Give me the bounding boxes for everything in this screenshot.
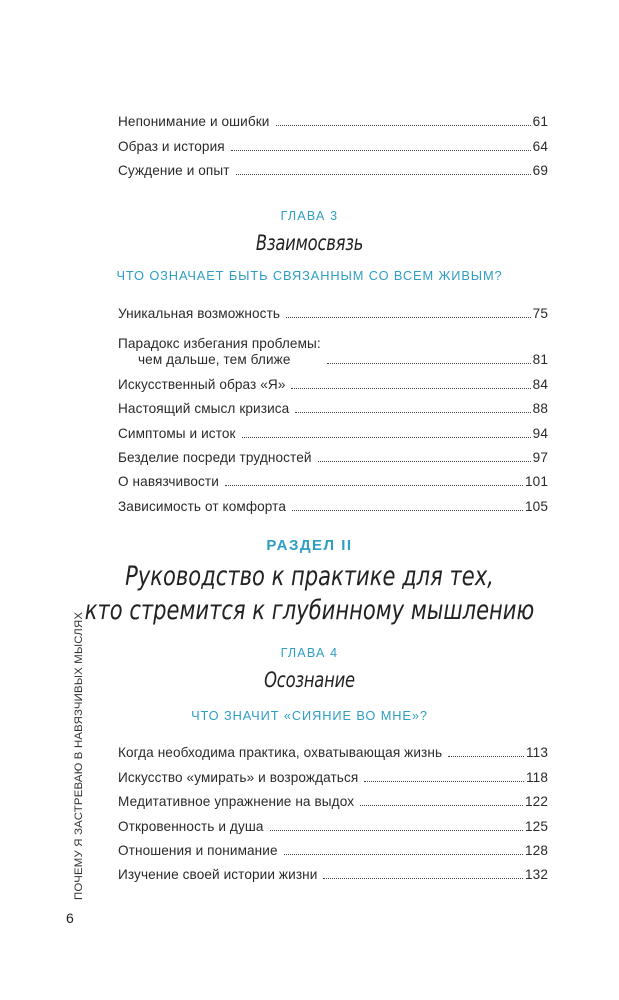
toc-entry-title: Медитативное упражнение на выдох xyxy=(118,794,355,810)
toc-entry xyxy=(118,442,548,466)
toc-entry-title-line2: чем дальше, тем ближе xyxy=(138,352,291,368)
section-2-label: РАЗДЕЛ II xyxy=(266,537,353,554)
toc-entry xyxy=(118,393,548,417)
section-2-title-line2: кто стремится к глубинному мышлению xyxy=(84,595,535,626)
chapter-3-label: ГЛАВА 3 xyxy=(280,209,339,223)
toc-entry-page: 61 xyxy=(532,114,548,130)
toc-entry xyxy=(118,417,548,441)
toc-leader-dots xyxy=(291,388,530,389)
toc-entry-title: Когда необходима практика, охватывающая жизнь xyxy=(118,745,443,761)
toc-entry-page: 75 xyxy=(532,306,548,322)
toc-leader-dots xyxy=(360,805,523,806)
toc-entry-title: О навязчивости xyxy=(118,474,219,490)
toc-entry-page: 88 xyxy=(532,401,548,417)
chapter-3-subtitle: ЧТО ОЗНАЧАЕТ БЫТЬ СВЯЗАННЫМ СО ВСЕМ ЖИВЫМ? xyxy=(116,268,503,283)
section-2-title-line1: Руководство к практике для тех, xyxy=(125,561,494,592)
toc-entry-page: 105 xyxy=(525,498,548,514)
toc-entry xyxy=(118,810,548,834)
toc-entry-page: 125 xyxy=(525,818,548,834)
toc-entry-title: Зависимость от комфорта xyxy=(118,498,286,514)
toc-entry-page: 94 xyxy=(532,425,548,441)
toc-entry xyxy=(118,298,548,322)
toc-list-chapter-3 xyxy=(118,298,548,515)
toc-entry xyxy=(118,466,548,490)
toc-entry xyxy=(118,859,548,883)
toc-leader-dots xyxy=(242,437,531,438)
toc-entry-page: 69 xyxy=(532,163,548,179)
chapter-4-label: ГЛАВА 4 xyxy=(280,646,339,660)
toc-entry-page: 101 xyxy=(525,474,548,490)
toc-list-top xyxy=(118,106,548,179)
toc-entry-title: Образ и история xyxy=(118,138,225,154)
toc-leader-dots xyxy=(323,878,523,879)
chapter-4-subtitle: ЧТО ЗНАЧИТ «СИЯНИЕ ВО МНЕ»? xyxy=(191,708,428,723)
chapter-4-title: Осознание xyxy=(264,668,355,692)
toc-entry-page: 84 xyxy=(532,376,548,392)
toc-leader-dots xyxy=(448,756,524,757)
toc-leader-dots xyxy=(236,174,531,175)
toc-entry-title: Непонимание и ошибки xyxy=(118,114,270,130)
toc-entry-title: Безделие посреди трудностей xyxy=(118,449,312,465)
running-head: ПОЧЕМУ Я ЗАСТРЕВАЮ В НАВЯЗЧИВЫХ МЫСЛЯХ xyxy=(73,611,85,900)
toc-leader-dots xyxy=(327,363,531,364)
chapter-3-title: Взаимосвязь xyxy=(255,231,364,255)
toc-entry-page: 97 xyxy=(532,449,548,465)
toc-entry xyxy=(118,106,548,130)
toc-entry xyxy=(118,322,548,368)
toc-entry-page: 118 xyxy=(526,769,548,785)
toc-entry xyxy=(118,155,548,179)
toc-entry xyxy=(118,130,548,154)
toc-entry xyxy=(118,835,548,859)
toc-leader-dots xyxy=(295,412,530,413)
toc-entry-title-line1: Парадокс избегания проблемы: xyxy=(118,336,321,352)
toc-entry-page: 113 xyxy=(526,745,548,761)
toc-entry-title: Отношения и понимание xyxy=(118,842,278,858)
toc-leader-dots xyxy=(292,510,523,511)
toc-entry-title: Симптомы и исток xyxy=(118,425,236,441)
toc-entry-page: 64 xyxy=(532,138,548,154)
toc-leader-dots xyxy=(276,125,531,126)
toc-entry-title: Уникальная возможность xyxy=(118,306,281,322)
toc-entry-title: Искусственный образ «Я» xyxy=(118,376,286,392)
page-number: 6 xyxy=(66,910,74,926)
toc-leader-dots xyxy=(284,854,523,855)
toc-leader-dots xyxy=(318,461,531,462)
toc-entry-page: 81 xyxy=(532,352,548,368)
toc-entry-page: 132 xyxy=(525,867,548,883)
toc-entry-title: Искусство «умирать» и возрождаться xyxy=(118,769,359,785)
toc-entry-title xyxy=(118,336,321,368)
toc-entry xyxy=(118,737,548,761)
toc-entry-title: Суждение и опыт xyxy=(118,163,230,179)
toc-leader-dots xyxy=(286,317,531,318)
toc-entry xyxy=(118,761,548,785)
toc-leader-dots xyxy=(364,781,524,782)
toc-entry-page: 122 xyxy=(525,794,548,810)
toc-entry-title: Настоящий смысл кризиса xyxy=(118,401,290,417)
toc-entry-title: Откровенность и душа xyxy=(118,818,264,834)
toc-list-chapter-4 xyxy=(118,737,548,883)
toc-entry-page: 128 xyxy=(525,842,548,858)
toc-entry xyxy=(118,490,548,514)
toc-entry-title: Изучение своей истории жизни xyxy=(118,867,318,883)
toc-leader-dots xyxy=(231,150,531,151)
toc-leader-dots xyxy=(225,485,523,486)
toc-entry xyxy=(118,368,548,392)
toc-entry xyxy=(118,786,548,810)
toc-leader-dots xyxy=(270,830,523,831)
